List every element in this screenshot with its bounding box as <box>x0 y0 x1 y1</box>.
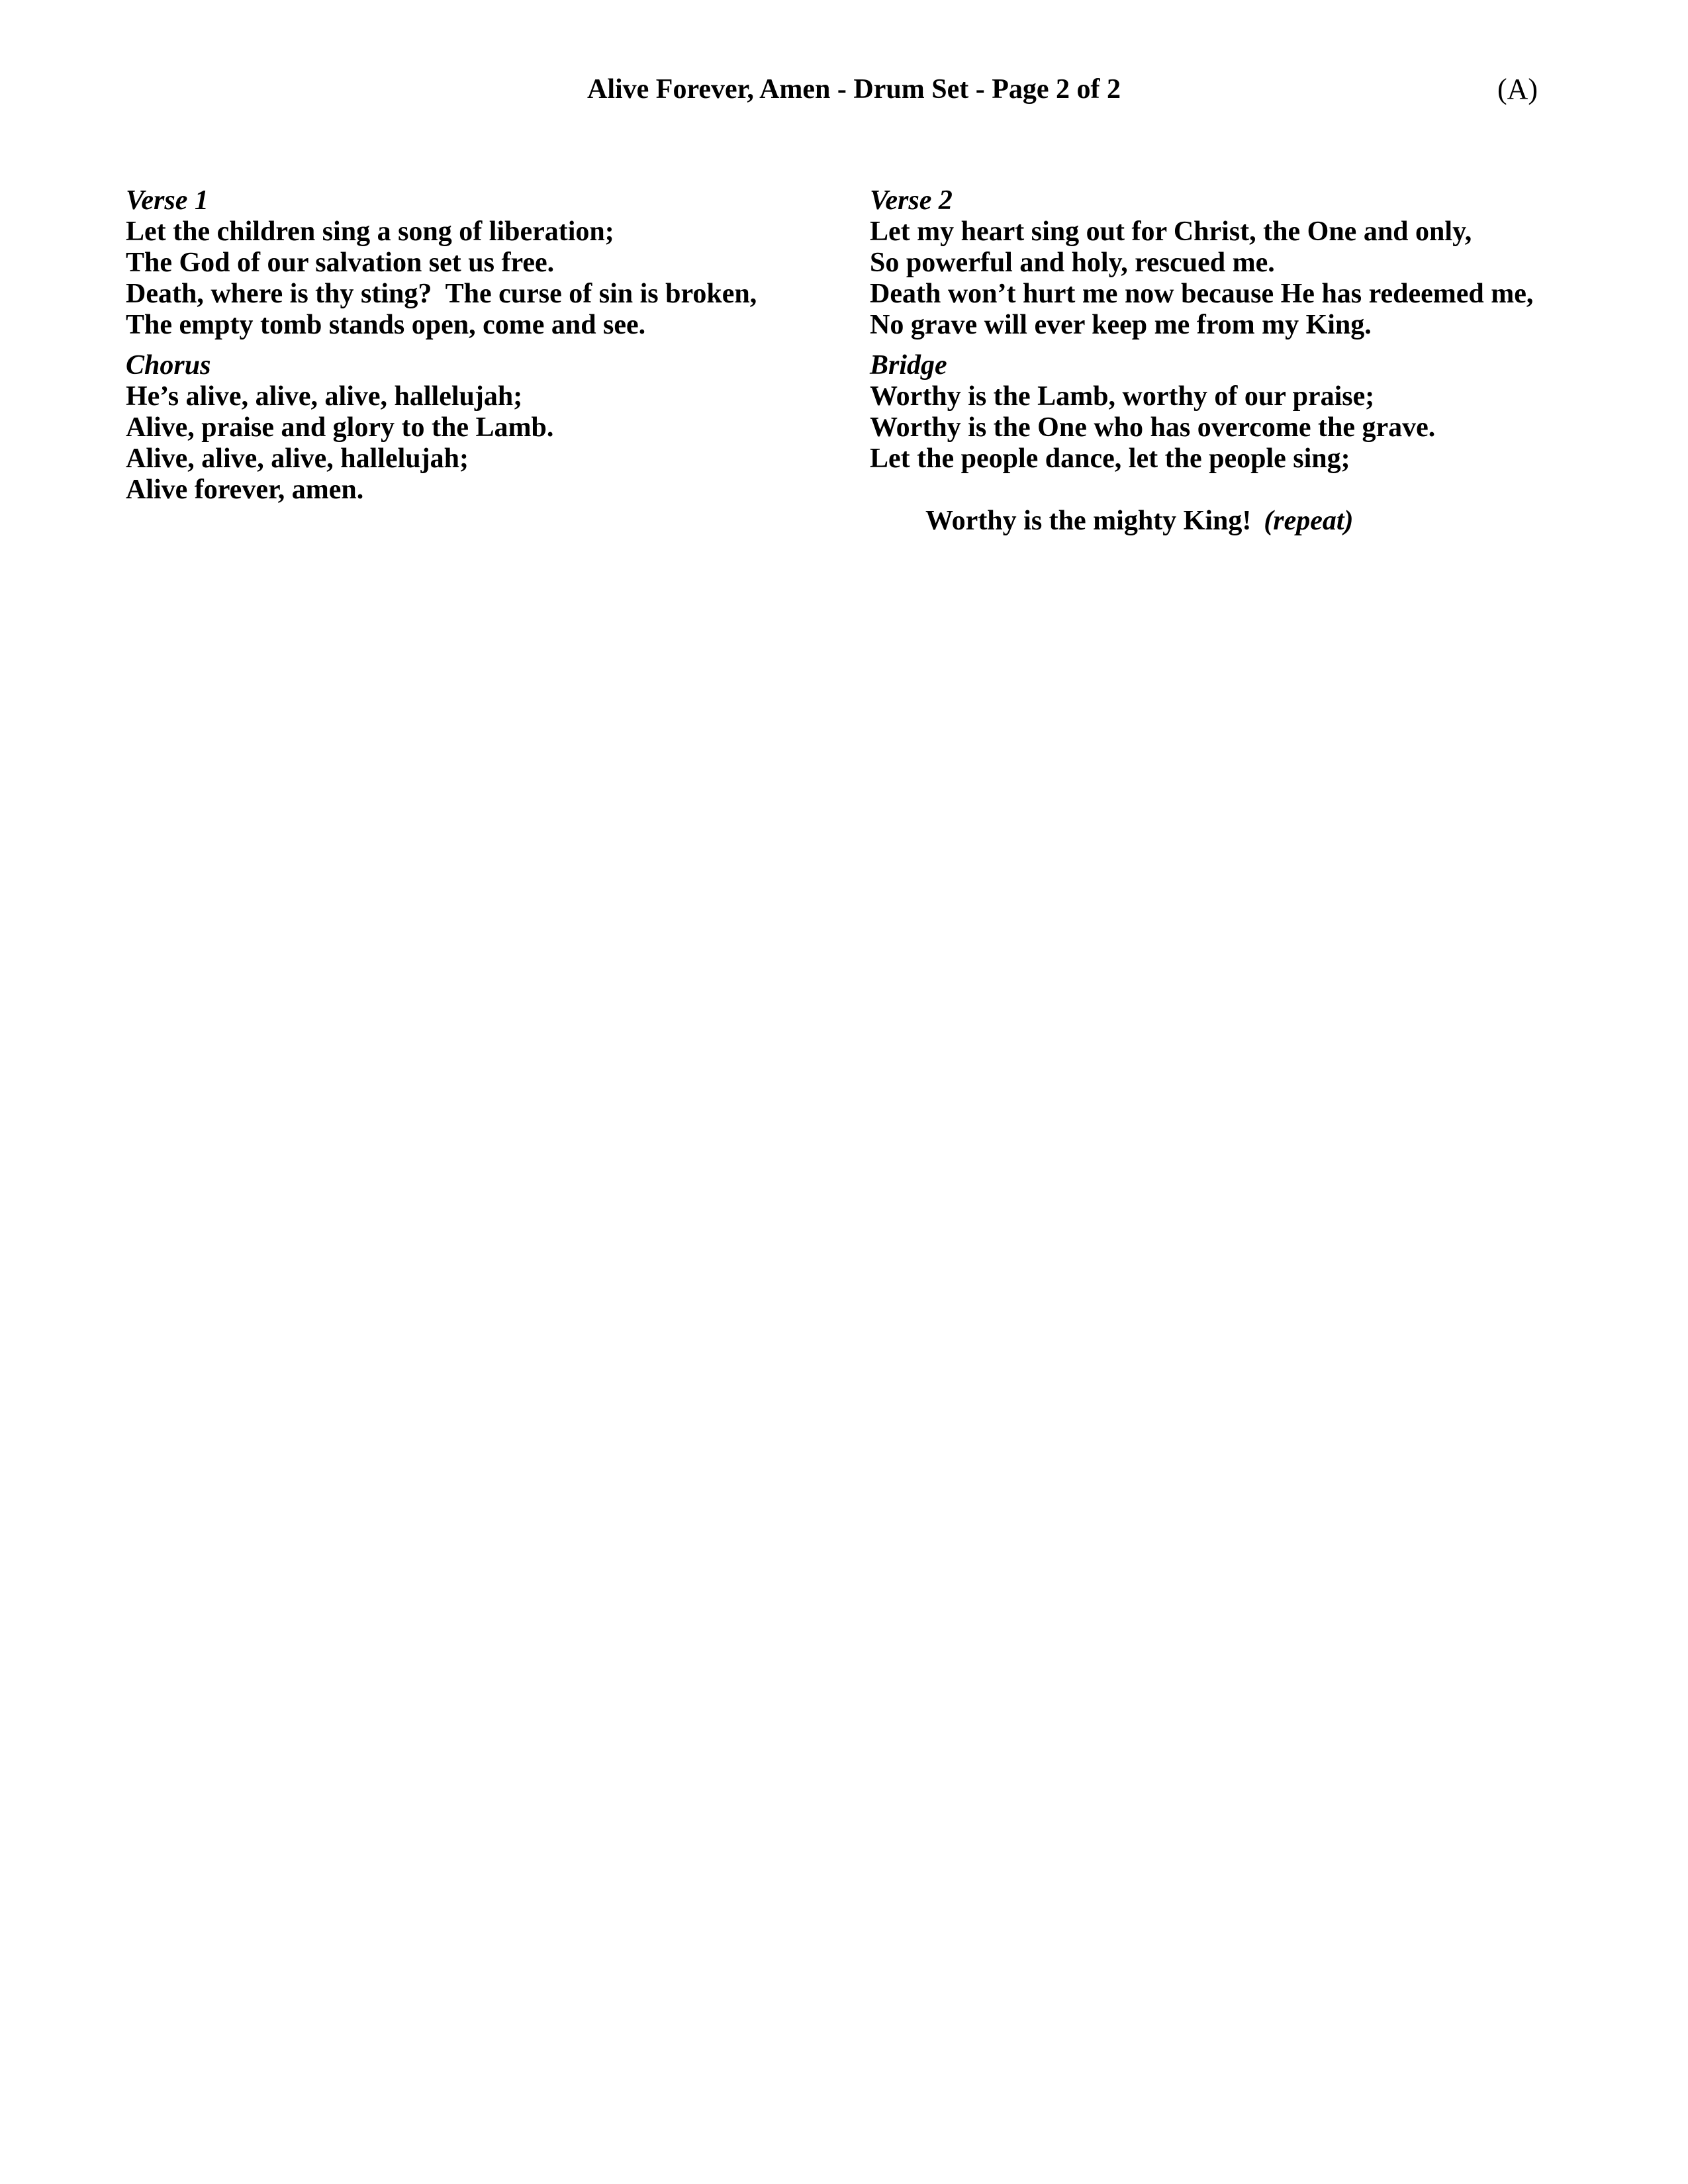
lyric-line: Worthy is the One who has overcome the grave. <box>870 412 1436 443</box>
stanza-heading: Bridge <box>870 350 947 381</box>
lyric-line: Death won’t hurt me now because He has redeemed me, <box>870 279 1534 309</box>
repeat-note: (repeat) <box>1264 506 1354 536</box>
lyric-line: The God of our salvation set us free. <box>126 248 555 278</box>
lyric-line: So powerful and holy, rescued me. <box>870 248 1275 278</box>
stanza-bridge <box>870 350 1591 568</box>
key-annotation: (A) <box>1497 73 1538 105</box>
lyric-line: Let the children sing a song of liberation; <box>126 216 614 247</box>
stanza-heading: Verse 2 <box>870 185 953 216</box>
page-header <box>126 74 1582 105</box>
lyric-line: Alive, praise and glory to the Lamb. <box>126 412 554 443</box>
lyric-line: No grave will ever keep me from my King. <box>870 310 1372 340</box>
lyric-line: Worthy is the mighty King! <box>925 506 1252 536</box>
stanza-verse-2 <box>870 185 1591 341</box>
lyric-line: The empty tomb stands open, come and see. <box>126 310 646 340</box>
lyric-line-with-repeat <box>870 475 1591 568</box>
lyric-line: Death, where is thy sting? The curse of sin is broken, <box>126 279 757 309</box>
lyrics-column-left <box>126 185 847 506</box>
lyrics-column-right <box>870 185 1591 568</box>
stanza-verse-1 <box>126 185 847 341</box>
lyric-line: He’s alive, alive, alive, hallelujah; <box>126 381 523 412</box>
stanza-heading: Verse 1 <box>126 185 209 216</box>
page-title: Alive Forever, Amen - Drum Set - Page 2 of 2 <box>587 74 1121 105</box>
stanza-heading: Chorus <box>126 350 211 381</box>
lyric-line: Worthy is the Lamb, worthy of our praise; <box>870 381 1375 412</box>
lyric-line: Alive, alive, alive, hallelujah; <box>126 443 469 474</box>
lyric-line: Let the people dance, let the people sing; <box>870 443 1350 474</box>
lyric-line: Alive forever, amen. <box>126 475 364 505</box>
lyric-line: Let my heart sing out for Christ, the One and only, <box>870 216 1472 247</box>
stanza-chorus <box>126 350 847 506</box>
